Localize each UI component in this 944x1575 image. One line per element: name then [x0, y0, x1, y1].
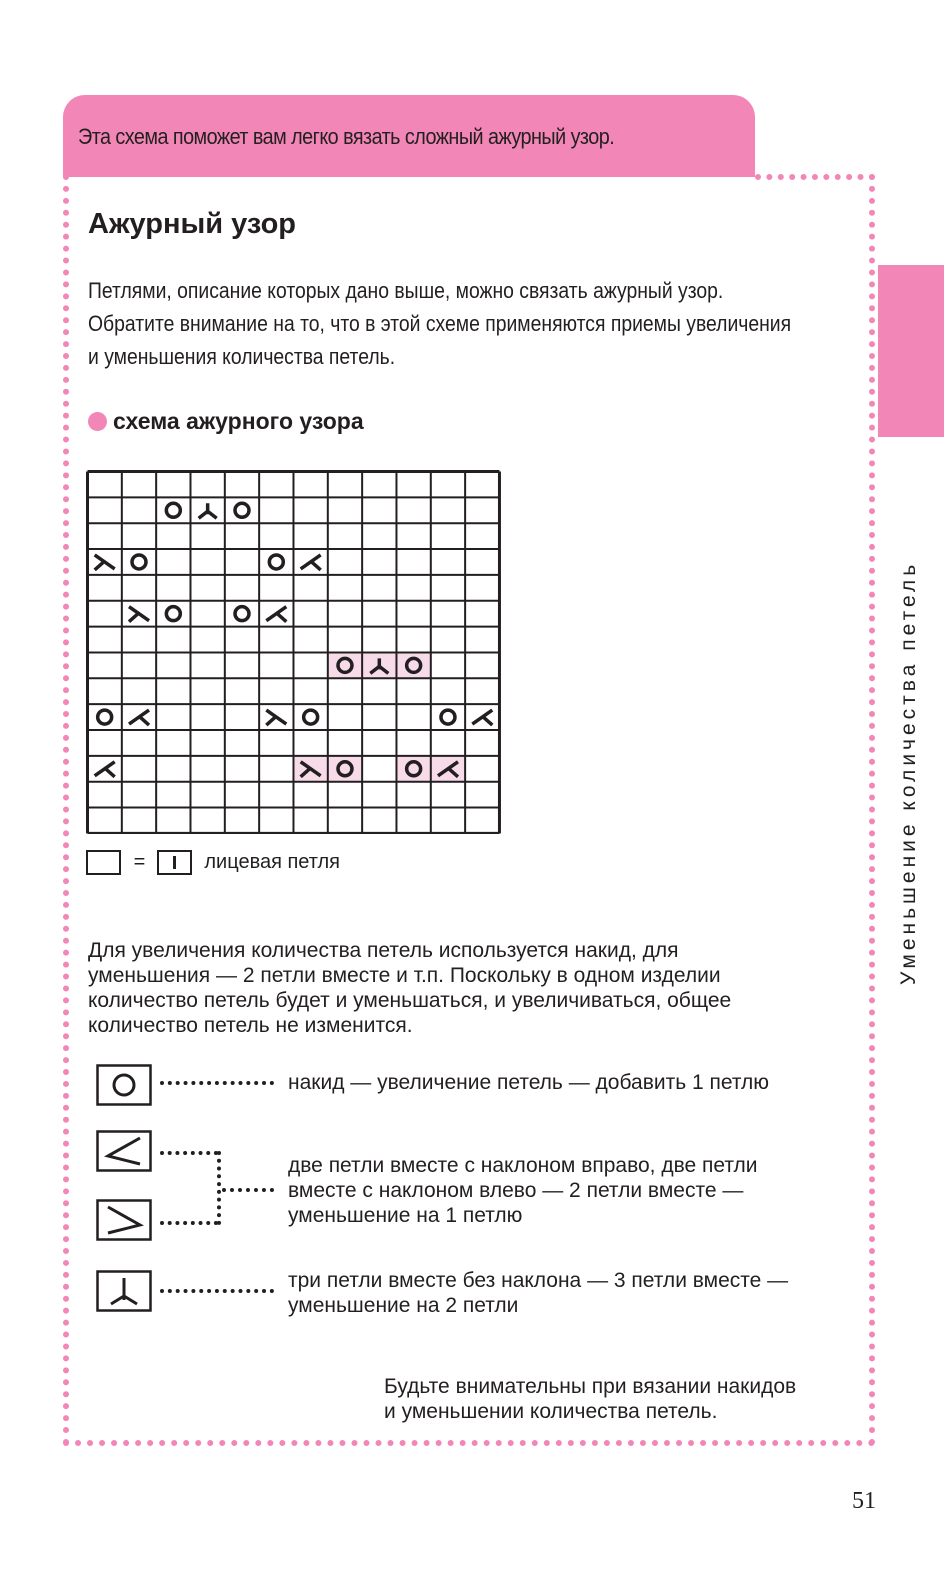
intro-text — [88, 274, 862, 373]
k2tog-right-mark — [106, 769, 115, 777]
yarn-over-mark — [235, 607, 249, 621]
leader-dots — [217, 1151, 221, 1225]
yarn-over-mark — [269, 555, 283, 569]
para-line: уменьшения — 2 петли вместе и т.п. Поскольку в одном изделии — [88, 964, 721, 987]
desc-line: уменьшение на 2 петли — [288, 1294, 519, 1317]
yarn-over-mark — [166, 503, 180, 517]
yarn-over-mark — [235, 503, 249, 517]
yarn-over-desc: накид — увеличение петель — добавить 1 петлю — [288, 1071, 770, 1094]
highlight-cell — [396, 652, 430, 678]
intro-line: и уменьшения количества петель. — [88, 344, 396, 369]
leader-dots — [160, 1151, 218, 1155]
para-line: количество петель будет и уменьшаться, и увеличиваться, общее — [88, 989, 732, 1012]
knit-stitch-icon — [157, 850, 193, 876]
yarn-over-mark — [304, 710, 318, 724]
yarn-over-icon — [96, 1064, 152, 1106]
subheading-text: схема ажурного узора — [113, 408, 364, 434]
k2tog-right-mark — [140, 717, 149, 725]
k2tog-left-mark — [95, 562, 104, 570]
highlight-cell — [328, 652, 362, 678]
chart-subheading — [88, 408, 364, 435]
explanation-paragraph — [88, 938, 868, 1038]
desc-line: две петли вместе с наклоном вправо, две петли — [288, 1154, 758, 1177]
para-line: количество петель не изменится. — [88, 1014, 413, 1037]
k2tog-desc — [288, 1153, 758, 1228]
leader-dots — [160, 1289, 274, 1293]
k2tog-right-mark — [312, 562, 321, 570]
bullet-icon — [88, 412, 107, 431]
banner-text: Эта схема поможет вам легко вязать сложный ажурный узор. — [78, 124, 615, 149]
k2tog-right-mark — [277, 614, 286, 622]
leader-dots — [160, 1221, 218, 1225]
side-tab — [878, 265, 944, 437]
highlight-cell — [396, 756, 430, 782]
leader-dots — [222, 1188, 274, 1192]
k3tog-icon — [96, 1270, 152, 1312]
k3tog-mark — [199, 503, 217, 518]
desc-line: вместе с наклоном влево — 2 петли вместе — — [288, 1179, 744, 1202]
legend-label: лицевая петля — [204, 851, 340, 874]
k2tog-left-mark — [266, 717, 275, 725]
desc-line: три петли вместе без наклона — 3 петли вместе — — [288, 1269, 789, 1292]
knitting-chart — [86, 470, 502, 834]
intro-line: Петлями, описание которых дано выше, можно связать ажурный узор. — [88, 278, 724, 303]
yarn-over-mark — [98, 710, 112, 724]
k2tog-right-icon — [96, 1130, 152, 1172]
yarn-over-mark — [132, 555, 146, 569]
leader-dots — [160, 1081, 274, 1085]
highlight-cell — [328, 756, 362, 782]
note-line: и уменьшении количества петель. — [384, 1400, 718, 1423]
page-number: 51 — [852, 1488, 876, 1514]
empty-cell-icon — [86, 850, 122, 876]
k3tog-desc — [288, 1268, 788, 1318]
para-line: Для увеличения количества петель используется накид, для — [88, 939, 679, 962]
k2tog-left-icon — [96, 1199, 152, 1241]
dotted-frame-top — [755, 174, 875, 180]
side-chapter-label: Уменьшение количества петель — [897, 560, 920, 985]
chart-legend — [86, 850, 340, 876]
yarn-over-mark — [441, 710, 455, 724]
yarn-over-mark — [166, 607, 180, 621]
k2tog-left-mark — [129, 614, 138, 622]
intro-line: Обратите внимание на то, что в этой схеме применяются приемы увеличения — [88, 311, 792, 336]
note-line: Будьте внимательны при вязании накидов — [384, 1375, 797, 1398]
section-title: Ажурный узор — [88, 208, 296, 240]
desc-line: уменьшение на 1 петлю — [288, 1204, 523, 1227]
legend-equals: = — [133, 851, 146, 874]
k2tog-right-mark — [483, 717, 492, 725]
caution-note — [384, 1374, 796, 1424]
